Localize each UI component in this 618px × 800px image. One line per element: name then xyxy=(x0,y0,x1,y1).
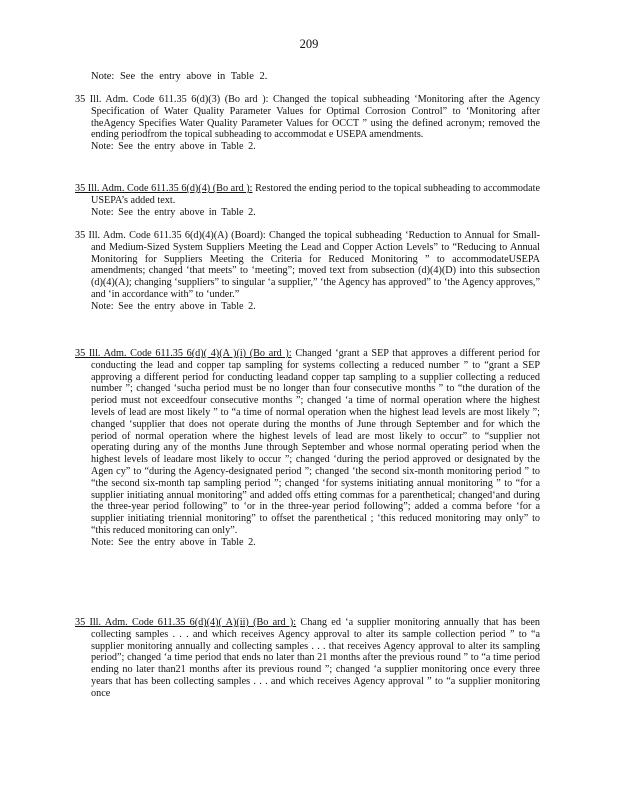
entry-note: Note: See the entry above in Table 2. xyxy=(91,206,256,218)
entry-text: Changed the topical subheading ‘Monitoring after the Agency Specification of Water Quality Parameter Values for Optimal Corrosion Control” to ‘Monitoring after theAgency Specifies Water Quality Parameter Values for OCCT ” using the defined acronym; removed the ending periodfrom the topical subheading to accommodat e USEPA amendments. xyxy=(91,94,541,141)
entry-text: Changed the topical subheading ‘Reduction to Annual for Small- and Medium-Sized System Suppliers Meeting the Lead and Copper Action Levels” to “Reducing to Annual Monitoring for Suppliers Meeting the Criteria for Reduced Monitoring ” to accommodateUSEPA amendments; changed ‘that meets” to ‘meeting”; moved text from subsection (d)(4)(D) into this subsection (d)(4)(A); changing ‘suppliers” to singular ‘a supplier,” ‘the Agency has approved” to ‘the Agency approves,” and ‘in accordance with” to ‘under.” xyxy=(91,230,541,300)
entry-text: Restored the ending period to the topical subheading to accommodate USEPA’s added text. xyxy=(91,183,540,206)
entry-note: Note: See the entry above in Table 2. xyxy=(91,141,256,153)
entry-4 xyxy=(75,348,540,549)
entry-citation: 35 Ill. Adm. Code 611.35 6(d)(4) (Bo ard ): xyxy=(75,183,253,194)
entry-citation: 35 Ill. Adm. Code 611.35 6(d)(4)( A)(ii) (Bo ard ): xyxy=(75,617,297,628)
entry-text: Changed ‘grant a SEP that approves a different period for conducting the lead and copper tap sampling for systems collecting a reduced number ” to “grant a SEP approving a different period for conducting leadand copper tap sampling to a supplier collecting a reduced number ”; changed ‘sucha period must be no longer than four consecutive months ” to “the duration of the period must not exceedfour consecutive months ”; changed ‘a time of normal operation where the highest levels of lead are most likely ” to “a time of normal operation when the highest lead levels are most likely ”; changed ‘supplier that does not operate during the months of June through September and for which the period of normal operation where the highest levels of lead are most likely to occur” to “supplier not operating during any of the months June through September and whose normal operating period when the highest levels of leadare most likely to occur ”; changed ‘during the period approved or designated by the Agen cy” to “during the Agency-designated period ”; changed ‘the second six-month monitoring period ” to “the second six-month tap sampling period ”; changed ‘for systems initiating annual monitoring ” to “for a supplier initiating annual monitoring” and added offs etting commas for a parenthetical; changed‘and during the three-year period following” to ‘or in the three-year period following”; added a comma before ‘for a supplier initiating triennial monitoring” to offset the parenthetical ; ‘this reduced monitoring may only” to “this reduced monitoring can only”. xyxy=(91,348,541,536)
entry-note: Note: See the entry above in Table 2. xyxy=(91,300,256,312)
entry-paragraph xyxy=(75,230,540,301)
entry-note: Note: See the entry above in Table 2. xyxy=(91,536,256,548)
top-note: Note: See the entry above in Table 2. xyxy=(91,71,268,82)
entry-paragraph xyxy=(75,94,540,141)
page-number: 209 xyxy=(299,37,319,51)
entry-citation: 35 Ill. Adm. Code 611.35 6(d)(4)(A) (Board): xyxy=(75,230,266,241)
entry-citation: 35 Ill. Adm. Code 611.35 6(d)( 4)(A )(i) (Bo ard ): xyxy=(75,348,292,359)
entry-2 xyxy=(75,183,540,218)
entry-paragraph xyxy=(75,617,540,700)
entry-text: Chang ed ‘a supplier monitoring annually that has been collecting samples . . . and which receives Agency approval to alter its sample collection period ” to “a supplier monitoring annually and collecting samples . . . that receives Agency approval to alter its sampling period”; changed ‘a time period that ends no later than 21 months after the previous round ” to “a time period ending no later than21 months after its previous round ”; changed ‘a supplier monitoring once every three years that has been collecting samples . . . and which receives Agency approval ” to “a supplier monitoring once xyxy=(91,617,540,699)
entry-paragraph xyxy=(75,348,540,537)
entry-citation: 35 Ill. Adm. Code 611.35 6(d)(3) (Bo ard ): xyxy=(75,94,269,105)
entry-3 xyxy=(75,230,540,313)
entry-1 xyxy=(75,94,540,153)
entry-5 xyxy=(75,617,540,700)
entry-paragraph xyxy=(75,183,540,207)
